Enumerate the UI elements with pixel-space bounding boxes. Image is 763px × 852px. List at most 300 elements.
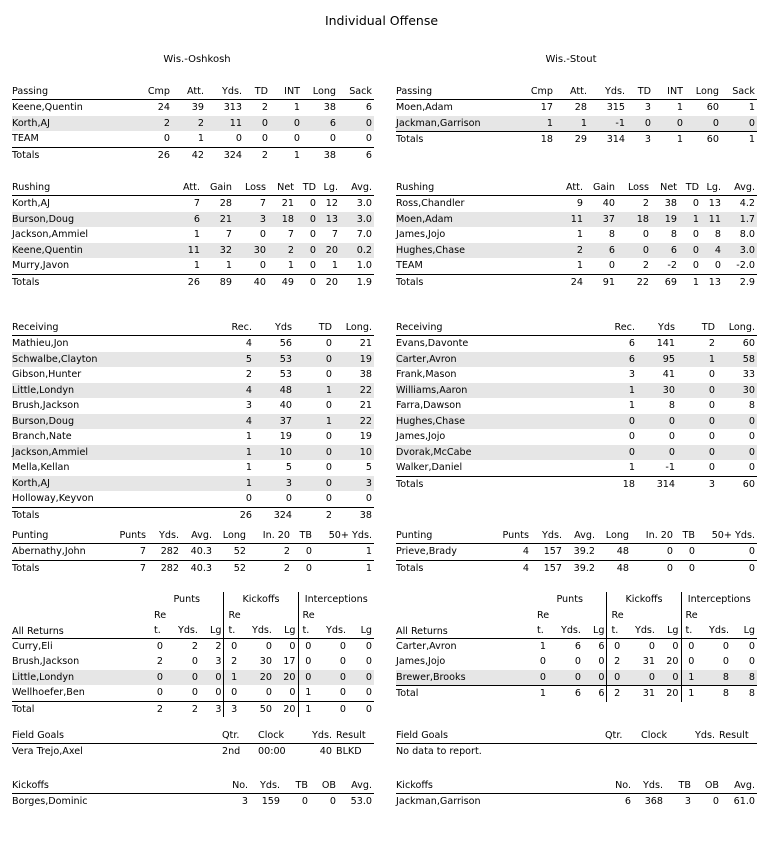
player-row bbox=[396, 398, 757, 414]
total-value: 31 bbox=[627, 686, 657, 702]
total-value: 3 bbox=[200, 701, 224, 717]
stat-value: 0 bbox=[339, 687, 346, 698]
player-name: Wellhoefer,Ben bbox=[12, 687, 85, 698]
stat-value: 0 bbox=[318, 670, 348, 686]
stat-value: 58 bbox=[717, 352, 757, 368]
stat-value: 5 bbox=[365, 462, 372, 473]
total-value: 0 bbox=[631, 560, 675, 576]
stat-value: 0 bbox=[274, 685, 298, 701]
player-name: Hughes,Chase bbox=[396, 414, 607, 430]
column-header: Rec. bbox=[224, 320, 254, 336]
column-header: Avg. bbox=[721, 778, 757, 794]
player-row bbox=[396, 429, 757, 445]
column-header: Re t. bbox=[224, 608, 244, 639]
stat-value: 18 bbox=[268, 212, 296, 228]
stat-value: 31 bbox=[642, 656, 655, 667]
column-header: TD bbox=[296, 180, 318, 196]
player-name: Hughes,Chase bbox=[396, 243, 551, 259]
stat-value: 0 bbox=[607, 445, 637, 461]
stat-value: 19 bbox=[279, 431, 292, 442]
stat-value: 0 bbox=[692, 198, 699, 209]
total-value: 1 bbox=[679, 274, 701, 290]
stat-value: 0 bbox=[329, 796, 336, 807]
total-value: 18 bbox=[521, 132, 555, 148]
stat-value: 1 bbox=[576, 229, 583, 240]
returns-table bbox=[396, 592, 757, 702]
passing-section-label: Passing bbox=[396, 84, 521, 100]
stat-value: 2 bbox=[614, 656, 621, 667]
stat-value: 0 bbox=[679, 243, 701, 259]
player-row bbox=[12, 116, 374, 132]
stat-value: 0 bbox=[191, 687, 198, 698]
total-value: 2 bbox=[294, 507, 334, 523]
stat-value: 7 bbox=[287, 229, 294, 240]
stat-value: 0 bbox=[365, 133, 372, 144]
total-value: 324 bbox=[254, 507, 294, 523]
stat-value: 38 bbox=[664, 198, 677, 209]
column-header: Qtr. bbox=[603, 728, 639, 744]
stat-value: 39 bbox=[191, 102, 204, 113]
stat-value: 3 bbox=[234, 212, 268, 228]
team-name-home: Wis.-Oshkosh bbox=[163, 54, 231, 65]
stat-value: 56 bbox=[279, 338, 292, 349]
stat-value: 0.2 bbox=[340, 243, 374, 259]
player-row bbox=[12, 131, 374, 147]
field-goals-table bbox=[12, 728, 374, 760]
column-header: Yds bbox=[637, 320, 677, 336]
stat-value: 22 bbox=[334, 414, 374, 430]
total-value: 20 bbox=[318, 274, 340, 290]
punting-header-row bbox=[12, 528, 374, 544]
total-value: 2 bbox=[150, 701, 170, 717]
stat-value: 1 bbox=[365, 546, 372, 557]
player-row bbox=[12, 414, 374, 430]
player-row bbox=[396, 258, 757, 274]
stat-value: 0 bbox=[607, 414, 637, 430]
stat-value: 1 bbox=[224, 476, 254, 492]
page-title: Individual Offense bbox=[324, 13, 439, 28]
player-name: Jackson,Ammiel bbox=[12, 445, 224, 461]
stat-value: 0 bbox=[637, 445, 677, 461]
stat-value: 0 bbox=[329, 133, 336, 144]
stat-value: 1 bbox=[679, 212, 701, 228]
stat-value: 6 bbox=[168, 212, 202, 228]
stat-value: 21 bbox=[359, 338, 372, 349]
player-name: Vera Trejo,Axel bbox=[12, 746, 83, 757]
returns-header-row bbox=[396, 608, 757, 639]
returns-group-row bbox=[12, 592, 374, 608]
stat-value: 3 bbox=[644, 102, 651, 113]
stat-value: 0 bbox=[657, 638, 681, 654]
column-header: Re t. bbox=[681, 608, 701, 639]
totals-row bbox=[12, 274, 374, 290]
totals-label: Totals bbox=[396, 132, 521, 148]
player-row bbox=[396, 794, 757, 810]
column-header: Lg bbox=[200, 608, 224, 639]
totals-row bbox=[12, 701, 374, 717]
player-name: Walker,Daniel bbox=[396, 462, 463, 473]
player-name: Carter,Avron bbox=[396, 352, 607, 368]
stat-value: 0 bbox=[365, 687, 372, 698]
column-header: Long bbox=[302, 84, 338, 100]
stat-value: 0 bbox=[325, 462, 332, 473]
column-header: Qtr. bbox=[220, 728, 256, 744]
stat-value: 20 bbox=[657, 654, 681, 670]
stat-value: 0 bbox=[365, 640, 372, 652]
player-row bbox=[396, 212, 757, 228]
stat-value: 8 bbox=[731, 670, 757, 686]
player-name: TEAM bbox=[12, 133, 39, 144]
stat-value: 0 bbox=[688, 656, 695, 667]
stat-value: 0 bbox=[348, 670, 374, 686]
stat-value: 8 bbox=[668, 400, 675, 411]
column-header: Net bbox=[268, 180, 296, 196]
stat-value: 141 bbox=[656, 338, 675, 349]
column-header: Lg. bbox=[701, 180, 723, 196]
column-header: OB bbox=[310, 778, 338, 794]
total-value: 60 bbox=[685, 132, 721, 148]
player-name: Jackman,Garrison bbox=[396, 116, 521, 132]
stat-value: 0 bbox=[231, 640, 238, 652]
stat-value: 0 bbox=[648, 640, 655, 652]
total-value: 1 bbox=[314, 560, 374, 576]
player-name: Mella,Kellan bbox=[12, 462, 70, 473]
player-row bbox=[12, 654, 374, 670]
player-name: Farra,Dawson bbox=[396, 400, 462, 411]
total-value: 18 bbox=[607, 476, 637, 492]
stat-value: 0 bbox=[294, 476, 334, 492]
stat-value: 0 bbox=[150, 670, 170, 686]
column-header: OB bbox=[693, 778, 721, 794]
stat-value: 0 bbox=[653, 116, 685, 132]
stat-value: 2 bbox=[231, 656, 238, 667]
team-name-away: Wis.-Stout bbox=[545, 54, 597, 65]
total-value: 3 bbox=[224, 701, 244, 717]
column-header: TB bbox=[282, 778, 310, 794]
column-header: Lg bbox=[348, 608, 374, 639]
stat-value: 1 bbox=[576, 260, 583, 271]
stat-value: 0 bbox=[163, 133, 170, 144]
player-row bbox=[12, 212, 374, 228]
stat-value: 60 bbox=[742, 338, 755, 349]
stat-value: 2 bbox=[200, 638, 224, 654]
total-value: 91 bbox=[585, 274, 617, 290]
column-header: Long bbox=[214, 528, 248, 544]
total-value: 2.9 bbox=[723, 274, 757, 290]
total-value: 324 bbox=[206, 147, 244, 163]
column-header: Loss bbox=[617, 180, 651, 196]
player-name: Prieve,Brady bbox=[396, 546, 457, 557]
total-value: 29 bbox=[555, 132, 589, 148]
stat-value: 30 bbox=[234, 243, 268, 259]
stat-value: 0 bbox=[666, 546, 673, 557]
punting-section-label: Punting bbox=[12, 528, 108, 544]
column-header: Long. bbox=[717, 320, 757, 336]
total-value: 39.2 bbox=[564, 560, 597, 576]
stat-value: 19 bbox=[359, 431, 372, 442]
returns-header-row bbox=[12, 608, 374, 639]
column-header: Punts bbox=[491, 528, 531, 544]
column-header: Avg. bbox=[181, 528, 214, 544]
column-header: Att. bbox=[168, 180, 202, 196]
stat-value: 3 bbox=[254, 476, 294, 492]
total-value: 3 bbox=[627, 132, 653, 148]
column-header: Yds bbox=[254, 320, 294, 336]
total-value: 314 bbox=[589, 132, 627, 148]
receiving-header-row bbox=[12, 320, 374, 336]
player-row bbox=[396, 460, 757, 476]
player-row bbox=[396, 227, 757, 243]
total-value: 22 bbox=[617, 274, 651, 290]
player-row bbox=[12, 196, 374, 212]
player-row bbox=[12, 336, 374, 352]
column-header: Sack bbox=[721, 84, 757, 100]
stat-value: 2 bbox=[138, 116, 172, 132]
stat-value: 0 bbox=[296, 243, 318, 259]
totals-label: Totals bbox=[12, 147, 138, 163]
stat-value: 3 bbox=[334, 476, 374, 492]
total-value: 0 bbox=[348, 701, 374, 717]
column-header: Yds. bbox=[318, 608, 348, 639]
stat-value: BLKD bbox=[336, 746, 362, 757]
total-value: 2 bbox=[244, 147, 270, 163]
column-header: TB bbox=[292, 528, 314, 544]
stat-value: 0 bbox=[708, 462, 715, 473]
player-row bbox=[12, 258, 374, 274]
player-row bbox=[396, 414, 757, 430]
stat-value: 0 bbox=[677, 445, 717, 461]
column-header: Yds. bbox=[531, 528, 564, 544]
stat-value: 2 bbox=[642, 260, 649, 271]
column-header: Cmp bbox=[521, 84, 555, 100]
total-value: 2 bbox=[248, 560, 292, 576]
stat-value: 13 bbox=[318, 212, 340, 228]
column-header: TD bbox=[677, 320, 717, 336]
stat-value: 4 bbox=[701, 243, 723, 259]
stat-value: 5 bbox=[224, 352, 254, 368]
column-header: No. bbox=[226, 778, 250, 794]
total-value: 26 bbox=[138, 147, 172, 163]
stat-value: 7 bbox=[259, 198, 266, 209]
stat-value: 1 bbox=[607, 383, 637, 399]
passing-table bbox=[12, 84, 374, 163]
kickoffs-table bbox=[396, 778, 757, 810]
stat-value: 1 bbox=[287, 260, 294, 271]
stat-value: 10 bbox=[334, 445, 374, 461]
stat-value: 0 bbox=[607, 670, 627, 686]
stat-value: 20 bbox=[244, 670, 274, 686]
return-group-header: Punts bbox=[150, 592, 224, 608]
stat-value: 0 bbox=[296, 212, 318, 228]
player-name: Dvorak,McCabe bbox=[396, 445, 607, 461]
stat-value: 1 bbox=[628, 400, 635, 411]
total-value: 0 bbox=[296, 274, 318, 290]
stat-value: 1 bbox=[677, 352, 717, 368]
stat-value: 0 bbox=[200, 685, 224, 701]
stat-value: 0 bbox=[270, 116, 302, 132]
player-name: Borges,Dominic bbox=[12, 796, 88, 807]
stat-value: 0 bbox=[325, 369, 332, 380]
stat-value: 3 bbox=[684, 796, 691, 807]
stat-value: 3.0 bbox=[356, 198, 372, 209]
stat-value: 2 bbox=[642, 198, 649, 209]
player-name: Brush,Jackson bbox=[12, 400, 80, 411]
column-header: Yds. bbox=[589, 84, 627, 100]
field-goals-table bbox=[396, 728, 757, 760]
stat-value: 7 bbox=[139, 546, 146, 557]
stat-value: 6 bbox=[628, 338, 635, 349]
stat-value: 1 bbox=[193, 229, 200, 240]
total-value: 48 bbox=[597, 560, 631, 576]
totals-label: Totals bbox=[396, 274, 551, 290]
player-name: James,Jojo bbox=[396, 229, 446, 240]
stat-value: 30 bbox=[259, 656, 272, 667]
stat-value: 0 bbox=[642, 229, 649, 240]
kickoffs-section-label: Kickoffs bbox=[12, 778, 226, 794]
stat-value: 20 bbox=[274, 670, 298, 686]
stat-value: 21 bbox=[202, 212, 234, 228]
stat-value: 0 bbox=[668, 431, 675, 442]
stat-value: 20 bbox=[318, 243, 340, 259]
stat-value: 313 bbox=[223, 102, 242, 113]
total-value: 69 bbox=[651, 274, 679, 290]
return-group-header: Interceptions bbox=[304, 594, 368, 606]
stat-value: 19 bbox=[334, 352, 374, 368]
total-value: 1 bbox=[533, 686, 553, 702]
stat-value: 0 bbox=[259, 260, 266, 271]
player-row bbox=[12, 544, 374, 561]
column-header: Yds. bbox=[627, 608, 657, 639]
stat-value: 53 bbox=[254, 352, 294, 368]
player-name: Holloway,Keyvon bbox=[12, 493, 94, 504]
player-row bbox=[12, 227, 374, 243]
stat-value: 1 bbox=[305, 687, 312, 698]
total-value: 0 bbox=[697, 560, 757, 576]
column-header: Re t. bbox=[150, 608, 170, 639]
stat-value: 0 bbox=[365, 493, 372, 504]
stat-value: 6 bbox=[583, 638, 607, 654]
column-header: Avg. bbox=[723, 180, 757, 196]
stat-value: 8 bbox=[701, 670, 731, 686]
stat-value: 2 bbox=[268, 243, 296, 259]
stat-value: 3.0 bbox=[340, 212, 374, 228]
stat-value: 0 bbox=[325, 493, 332, 504]
column-header: Att. bbox=[172, 84, 206, 100]
player-row bbox=[12, 243, 374, 259]
passing-header-row bbox=[12, 84, 374, 100]
total-value: 8 bbox=[701, 686, 731, 702]
player-row bbox=[12, 100, 374, 116]
stat-value: 0 bbox=[339, 656, 346, 667]
player-name: Curry,Eli bbox=[12, 640, 53, 652]
stat-value: 12 bbox=[325, 198, 338, 209]
stat-value: 8 bbox=[714, 229, 721, 240]
total-value: 7 bbox=[108, 560, 148, 576]
totals-label: Total bbox=[396, 686, 533, 702]
stat-value: 1 bbox=[676, 102, 683, 113]
totals-row bbox=[12, 507, 374, 523]
stat-value: 0 bbox=[748, 462, 755, 473]
stat-value: -2.0 bbox=[736, 260, 755, 271]
stat-value: 38 bbox=[323, 102, 336, 113]
total-value: 6 bbox=[583, 686, 607, 702]
stat-value: 0 bbox=[677, 414, 717, 430]
stat-value: 1 bbox=[294, 383, 334, 399]
stat-value: 28 bbox=[219, 198, 232, 209]
stat-value: 0 bbox=[708, 431, 715, 442]
stat-value: 41 bbox=[662, 369, 675, 380]
total-value: 26 bbox=[224, 507, 254, 523]
stat-value: 1 bbox=[294, 414, 334, 430]
totals-label: Total bbox=[12, 701, 150, 717]
totals-row bbox=[396, 476, 757, 492]
player-name: Korth,AJ bbox=[12, 476, 224, 492]
stat-value: 0 bbox=[583, 670, 607, 686]
stat-value: 1 bbox=[225, 260, 232, 271]
stat-value: 60 bbox=[706, 102, 719, 113]
stat-value: 6 bbox=[302, 116, 338, 132]
stat-value: 0 bbox=[365, 656, 372, 667]
player-row bbox=[396, 654, 757, 670]
no-data-message: No data to report. bbox=[396, 746, 482, 757]
total-value: 157 bbox=[531, 560, 564, 576]
player-name: Korth,AJ bbox=[12, 116, 138, 132]
stat-value: 1 bbox=[555, 116, 589, 132]
stat-value: 40 bbox=[602, 198, 615, 209]
column-header: In. 20 bbox=[631, 528, 675, 544]
player-row bbox=[12, 429, 374, 445]
column-header: Yds. bbox=[170, 608, 200, 639]
player-row bbox=[396, 100, 757, 116]
column-header: Long. bbox=[334, 320, 374, 336]
kickoffs-header-row bbox=[396, 778, 757, 794]
stat-value: 0 bbox=[708, 400, 715, 411]
returns-section-label: All Returns bbox=[396, 608, 533, 639]
player-row bbox=[396, 196, 757, 212]
column-header: Lg bbox=[583, 608, 607, 639]
stat-value: 0 bbox=[294, 352, 334, 368]
returns-group-row bbox=[396, 592, 757, 608]
stat-value: 0 bbox=[714, 260, 721, 271]
stat-value: 157 bbox=[543, 546, 562, 557]
stat-value: 0 bbox=[688, 640, 695, 652]
stat-value: 3.0 bbox=[723, 243, 757, 259]
stat-value: 6 bbox=[365, 102, 372, 113]
player-row bbox=[396, 670, 757, 686]
player-row bbox=[396, 116, 757, 132]
column-header: Yds. bbox=[681, 728, 717, 744]
stat-value: 30 bbox=[717, 383, 757, 399]
column-header: Re t. bbox=[533, 608, 553, 639]
totals-row bbox=[12, 560, 374, 576]
stat-value: 0 bbox=[305, 546, 312, 557]
column-header: 50+ Yds. bbox=[697, 528, 757, 544]
stat-value: 0 bbox=[261, 133, 268, 144]
player-row bbox=[12, 398, 374, 414]
stat-value: 1.7 bbox=[723, 212, 757, 228]
stat-value: 24 bbox=[157, 102, 170, 113]
punting-section-label: Punting bbox=[396, 528, 491, 544]
field-goals-header-row bbox=[396, 728, 757, 744]
player-name: Little,Londyn bbox=[12, 383, 224, 399]
player-name: Gibson,Hunter bbox=[12, 369, 82, 380]
stat-value: 48 bbox=[254, 383, 294, 399]
player-row bbox=[396, 352, 757, 368]
punting-table bbox=[12, 528, 374, 576]
kickoffs-section-label: Kickoffs bbox=[396, 778, 609, 794]
stat-value: 0 bbox=[244, 116, 270, 132]
stat-value: 0 bbox=[553, 670, 583, 686]
